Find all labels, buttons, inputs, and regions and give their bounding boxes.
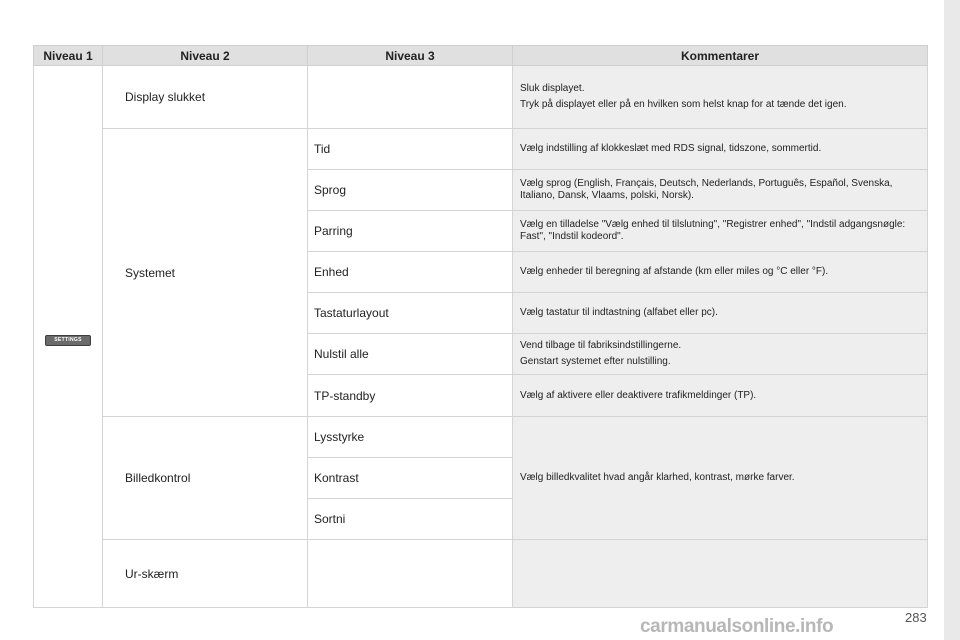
- header-level-3: Niveau 3: [308, 46, 513, 66]
- level3-tid: Tid: [308, 129, 513, 170]
- header-level-2: Niveau 2: [103, 46, 308, 66]
- comment-line: Vælg sprog (English, Français, Deutsch, Nederlands, Português, Español, Svenska, Italiano, Dansk, Vlaams, polski, Norsk).: [520, 178, 893, 201]
- comment-nulstil-alle: [513, 334, 928, 375]
- comment-line: Vælg af aktivere eller deaktivere trafikmeldinger (TP).: [520, 389, 757, 401]
- level2-systemet: Systemet: [103, 129, 308, 417]
- table-row-tid: [34, 129, 928, 170]
- header-row: [34, 46, 928, 66]
- watermark: carmanualsonline.info: [640, 616, 834, 637]
- settings-table: [33, 45, 928, 608]
- comment-enhed: [513, 252, 928, 293]
- level1-cell: [34, 66, 103, 608]
- comment-line: Sluk displayet.: [520, 83, 585, 94]
- page-edge-tab: [944, 0, 960, 640]
- level3-empty: [308, 540, 513, 608]
- level3-lysstyrke: Lysstyrke: [308, 417, 513, 458]
- comment-line: Vælg tastatur til indtastning (alfabet eller pc).: [520, 307, 718, 318]
- comment-line: Genstart systemet efter nulstilling.: [520, 356, 671, 367]
- comment-tid: [513, 129, 928, 170]
- comment-display-off: [513, 66, 928, 129]
- settings-button-icon: SETTINGS: [45, 335, 91, 346]
- comment-tastaturlayout: [513, 293, 928, 334]
- level3-empty: [308, 66, 513, 129]
- level3-tp-standby: TP-standby: [308, 375, 513, 417]
- header-level-1: Niveau 1: [34, 46, 103, 66]
- comment-line: Vend tilbage til fabriksindstillingerne.: [520, 340, 682, 351]
- level2-billedkontrol: Billedkontrol: [103, 417, 308, 540]
- level3-kontrast: Kontrast: [308, 458, 513, 499]
- level3-tastaturlayout: Tastaturlayout: [308, 293, 513, 334]
- level2-ur-skaerm: Ur-skærm: [103, 540, 308, 608]
- page-number: 283: [905, 610, 927, 625]
- comment-tp-standby: [513, 375, 928, 417]
- comment-empty: [513, 540, 928, 608]
- header-comments: Kommentarer: [513, 46, 928, 66]
- table-row-lysstyrke: [34, 417, 928, 458]
- comment-line: Vælg billedkvalitet hvad angår klarhed, kontrast, mørke farver.: [520, 472, 795, 483]
- comment-line: Vælg enheder til beregning af afstande (km eller miles og °C eller °F).: [520, 266, 829, 277]
- level3-sprog: Sprog: [308, 170, 513, 211]
- level3-parring: Parring: [308, 211, 513, 252]
- level2-display-off: Display slukket: [103, 66, 308, 129]
- table-row-urskaerm: [34, 540, 928, 608]
- comment-line: Tryk på displayet eller på en hvilken som helst knap for at tænde det igen.: [520, 99, 847, 110]
- comment-line: Vælg indstilling af klokkeslæt med RDS signal, tidszone, sommertid.: [520, 143, 822, 154]
- level3-sortni: Sortni: [308, 499, 513, 540]
- comment-line: Vælg en tilladelse "Vælg enhed til tilslutning", "Registrer enhed", "Indstil adgangsnøgle: Fast", "Indstil kodeord".: [520, 219, 906, 242]
- comment-parring: [513, 211, 928, 252]
- comment-billedkontrol: [513, 417, 928, 540]
- comment-sprog: [513, 170, 928, 211]
- level3-nulstil-alle: Nulstil alle: [308, 334, 513, 375]
- level3-enhed: Enhed: [308, 252, 513, 293]
- table-row-display: [34, 66, 928, 129]
